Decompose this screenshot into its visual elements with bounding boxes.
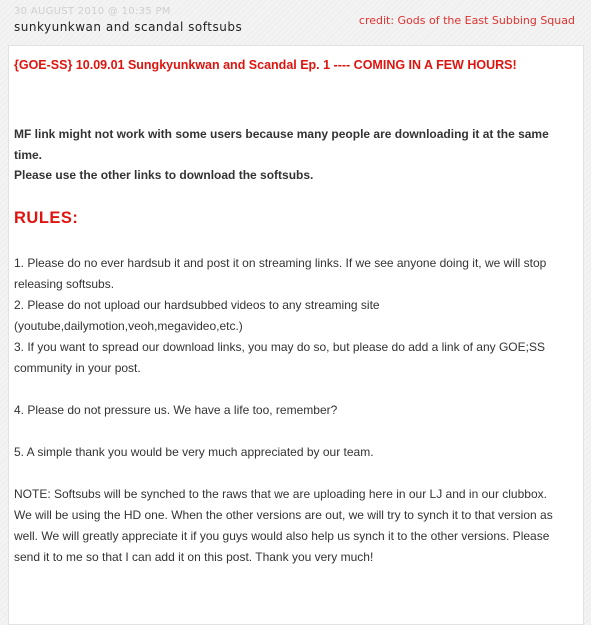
rule-3: 3. If you want to spread our download links, you may do so, but please do add a link of any GOE;SS community in your post. xyxy=(14,340,545,375)
announcement-heading: {GOE-SS} 10.09.01 Sungkyunkwan and Scandal Ep. 1 ---- COMING IN A FEW HOURS! xyxy=(14,58,517,72)
post-header xyxy=(0,0,591,44)
credit-text: credit: Gods of the East Subbing Squad xyxy=(358,14,575,27)
post-date: 30 AUGUST 2010 @ 10:35 PM xyxy=(14,6,171,17)
notice-line-2: Please use the other links to download the softsubs. xyxy=(14,168,314,182)
post-title[interactable]: sunkyunkwan and scandal softsubs xyxy=(14,20,243,34)
rule-2: 2. Please do not upload our hardsubbed videos to any streaming site (youtube,dailymotion,veoh,megavideo,etc.) xyxy=(14,298,380,333)
rule-5: 5. A simple thank you would be very much appreciated by our team. xyxy=(14,445,374,459)
rule-4: 4. Please do not pressure us. We have a life too, remember? xyxy=(14,403,338,417)
notice-line-1: MF link might not work with some users because many people are downloading it at the same time. xyxy=(14,127,549,162)
rule-1: 1. Please do no ever hardsub it and post it on streaming links. If we see anyone doing it, we will stop releasing softsubs. xyxy=(14,256,547,291)
post-note: NOTE: Softsubs will be synched to the raws that we are uploading here in our LJ and in our clubbox. We will be using the HD one. When the other versions are out, we will try to synch it to that version as well. We will greatly appreciate it if you guys would also help us synch it to the other versions. Please send it to me so that I can add it on this post. Thank you very much! xyxy=(14,487,553,564)
rules-heading: RULES: xyxy=(14,209,79,227)
download-notice xyxy=(14,124,559,186)
